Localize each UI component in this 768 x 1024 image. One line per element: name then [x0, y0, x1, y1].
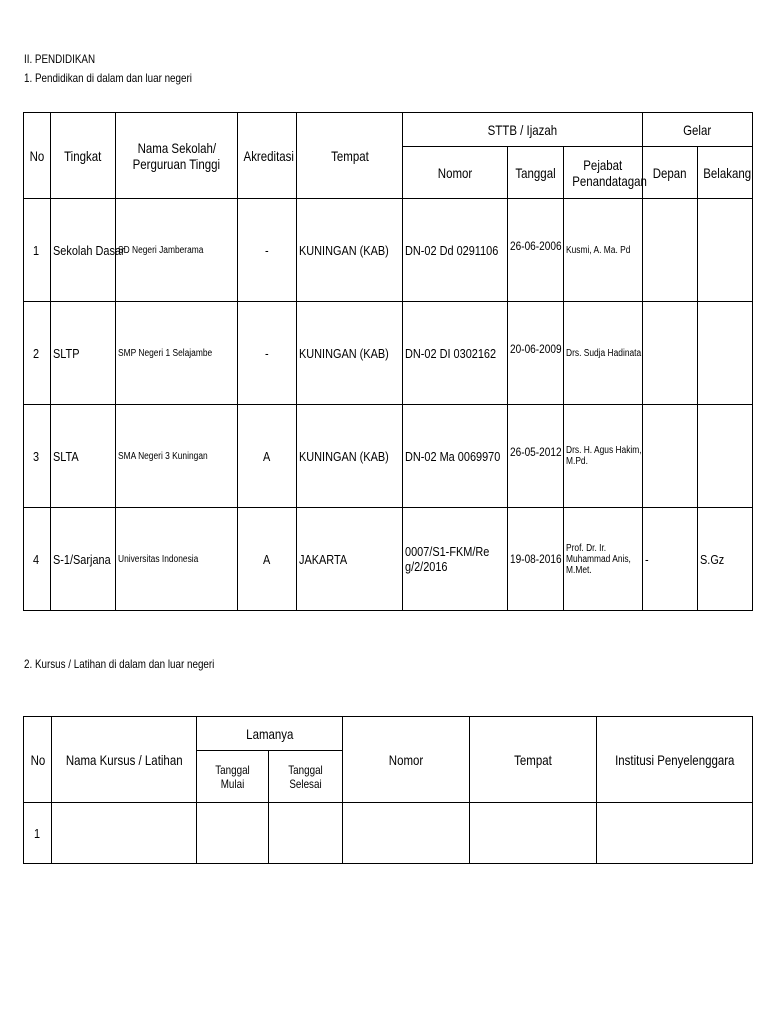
- cell-no: 4: [24, 508, 51, 611]
- cell-nama-sekolah: SMA Negeri 3 Kuningan: [116, 405, 238, 508]
- header-nomor: Nomor: [403, 147, 508, 199]
- cell-nomor: DN-02 Dd 0291106: [403, 199, 508, 302]
- header-tingkat: Tingkat: [51, 113, 116, 199]
- header-depan: Depan: [643, 147, 698, 199]
- header-nama-sekolah-line2: Perguruan Tinggi: [132, 155, 221, 172]
- cell-no: 1: [24, 199, 51, 302]
- cell-depan: [643, 199, 698, 302]
- header-lamanya: Lamanya: [197, 717, 343, 751]
- cell-belakang: [698, 302, 753, 405]
- table-row: [24, 508, 753, 611]
- header-pejabat-line2: Penandatagan: [572, 172, 647, 189]
- section-1-title: 1. Pendidikan di dalam dan luar negeri: [24, 71, 192, 85]
- cell-nomor: 0007/S1-FKM/Reg/2/2016: [403, 508, 508, 611]
- header-no: No: [24, 113, 51, 199]
- cell-no: 2: [24, 302, 51, 405]
- cell-pejabat: Drs. H. Agus Hakim, M.Pd.: [564, 405, 643, 508]
- cell-nomor: [343, 803, 470, 864]
- table-header-row: [24, 113, 753, 147]
- cell-tempat: KUNINGAN (KAB): [297, 405, 403, 508]
- cell-tanggal: 26-05-2012: [508, 405, 564, 508]
- cell-tingkat: SLTA: [51, 405, 116, 508]
- cell-pejabat: Prof. Dr. Ir. Muhammad Anis, M.Met.: [564, 508, 643, 611]
- cell-tanggal: 26-06-2006: [508, 199, 564, 302]
- cell-depan: [643, 405, 698, 508]
- cell-tempat: KUNINGAN (KAB): [297, 199, 403, 302]
- cell-no: 3: [24, 405, 51, 508]
- cell-pejabat: Drs. Sudja Hadinata: [564, 302, 643, 405]
- header-gelar: Gelar: [643, 113, 753, 147]
- course-table: [23, 716, 753, 864]
- cell-tempat: JAKARTA: [297, 508, 403, 611]
- header-tanggal-selesai: Tanggal Selesai: [269, 751, 343, 803]
- cell-nama-sekolah: SMP Negeri 1 Selajambe: [116, 302, 238, 405]
- header-nama-sekolah: [116, 113, 238, 199]
- header-sttb-ijazah: STTB / Ijazah: [403, 113, 643, 147]
- cell-akreditasi: A: [238, 405, 297, 508]
- header-nama-sekolah-line1: Nama Sekolah/: [137, 139, 216, 156]
- header-belakang: Belakang: [698, 147, 753, 199]
- cell-tingkat: Sekolah Dasar: [51, 199, 116, 302]
- section-2-title: 2. Kursus / Latihan di dalam dan luar negeri: [24, 657, 215, 671]
- cell-tempat: [470, 803, 597, 864]
- header-pejabat-line1: Pejabat: [583, 156, 623, 173]
- cell-nama-kursus: [52, 803, 197, 864]
- header-tempat: Tempat: [297, 113, 403, 199]
- cell-tanggal-selesai: [269, 803, 343, 864]
- cell-depan: -: [643, 508, 698, 611]
- cell-akreditasi: -: [238, 199, 297, 302]
- table-header-row: [24, 717, 753, 751]
- cell-nama-sekolah: SD Negeri Jamberama: [116, 199, 238, 302]
- cell-akreditasi: -: [238, 302, 297, 405]
- cell-depan: [643, 302, 698, 405]
- cell-tempat: KUNINGAN (KAB): [297, 302, 403, 405]
- cell-tingkat: S-1/Sarjana: [51, 508, 116, 611]
- header-nama-kursus: Nama Kursus / Latihan: [52, 717, 197, 803]
- cell-belakang: [698, 405, 753, 508]
- header-no: No: [24, 717, 52, 803]
- cell-akreditasi: A: [238, 508, 297, 611]
- header-akreditasi: Akreditasi: [238, 113, 297, 199]
- cell-belakang: S.Gz: [698, 508, 753, 611]
- table-row: [24, 199, 753, 302]
- section-title: II. PENDIDIKAN: [24, 52, 96, 66]
- cell-no: 1: [24, 803, 52, 864]
- cell-pejabat: Kusmi, A. Ma. Pd: [564, 199, 643, 302]
- table-row: [24, 405, 753, 508]
- cell-tanggal: 19-08-2016: [508, 508, 564, 611]
- cell-nama-sekolah: Universitas Indonesia: [116, 508, 238, 611]
- cell-institusi: [597, 803, 753, 864]
- cell-nomor: DN-02 Ma 0069970: [403, 405, 508, 508]
- header-institusi: Institusi Penyelenggara: [597, 717, 753, 803]
- table-row: [24, 302, 753, 405]
- cell-tanggal: 20-06-2009: [508, 302, 564, 405]
- cell-nomor: DN-02 DI 0302162: [403, 302, 508, 405]
- header-pejabat: [564, 147, 647, 199]
- table-row: [24, 803, 753, 864]
- cell-tingkat: SLTP: [51, 302, 116, 405]
- cell-belakang: [698, 199, 753, 302]
- header-tempat: Tempat: [470, 717, 597, 803]
- header-tanggal: Tanggal: [508, 147, 564, 199]
- education-table: [23, 112, 753, 611]
- header-nomor: Nomor: [343, 717, 470, 803]
- header-tanggal-mulai: Tanggal Mulai: [197, 751, 269, 803]
- cell-tanggal-mulai: [197, 803, 269, 864]
